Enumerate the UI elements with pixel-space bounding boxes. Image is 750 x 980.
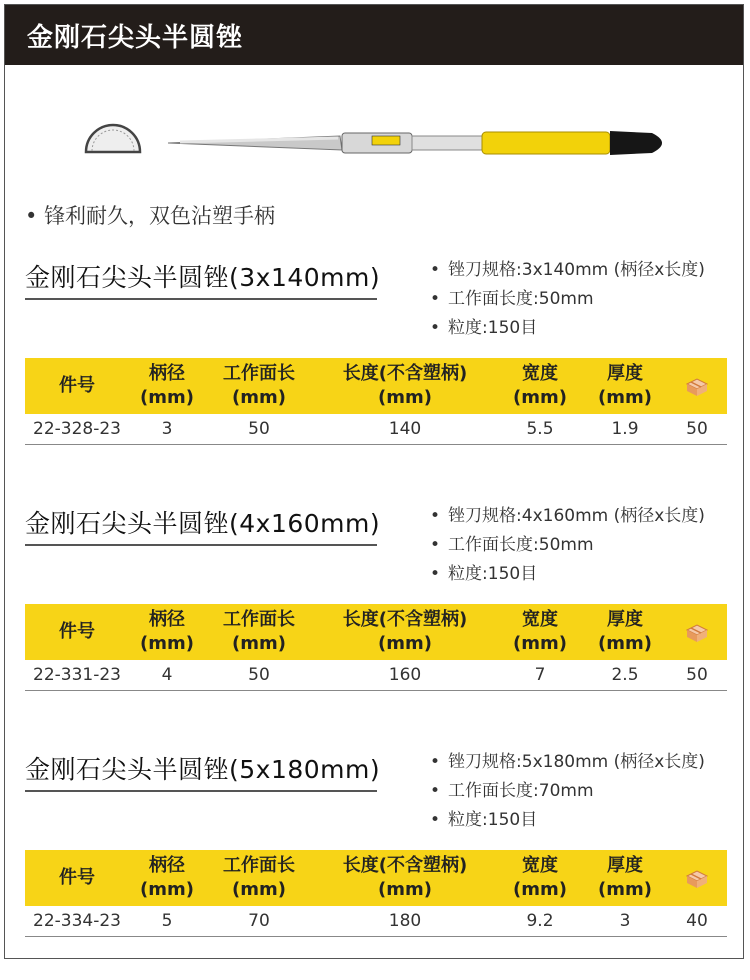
cell-part-no: 22-328-23	[25, 414, 129, 445]
col-header-part-no: 件号	[25, 850, 129, 906]
cell-part-no: 22-331-23	[25, 660, 129, 691]
cell-thickness: 2.5	[583, 660, 667, 691]
spec-item: • 工作面长度:70mm	[430, 777, 705, 806]
spec-list	[430, 502, 705, 589]
half-round-section-icon	[86, 125, 140, 152]
cell-shank: 3	[129, 414, 205, 445]
cell-width: 9.2	[497, 906, 583, 937]
cell-box: 40	[667, 906, 727, 937]
product-section-1	[0, 258, 750, 488]
product-table	[25, 850, 727, 937]
col-header-box	[667, 358, 727, 414]
cell-width: 5.5	[497, 414, 583, 445]
col-header-shank: 柄径 (mm)	[129, 604, 205, 660]
col-header-thickness: 厚度 (mm)	[583, 850, 667, 906]
table-header-row	[25, 358, 727, 414]
product-table	[25, 358, 727, 445]
col-header-working-length: 工作面长 (mm)	[205, 604, 313, 660]
product-table	[25, 604, 727, 691]
col-header-working-length: 工作面长 (mm)	[205, 850, 313, 906]
cell-width: 7	[497, 660, 583, 691]
spec-item: • 工作面长度:50mm	[430, 531, 705, 560]
col-header-shank: 柄径 (mm)	[129, 358, 205, 414]
cell-length: 140	[313, 414, 497, 445]
cell-shank: 5	[129, 906, 205, 937]
spec-item: • 粒度:150目	[430, 806, 705, 835]
spec-list	[430, 256, 705, 343]
cell-working-length: 50	[205, 414, 313, 445]
spec-item: • 粒度:150目	[430, 314, 705, 343]
section-title: 金刚石尖头半圆锉(5x180mm)	[25, 750, 377, 792]
col-header-box	[667, 604, 727, 660]
spec-item: • 粒度:150目	[430, 560, 705, 589]
box-icon	[684, 375, 710, 397]
col-header-width: 宽度 (mm)	[497, 604, 583, 660]
col-header-box	[667, 850, 727, 906]
box-icon	[684, 621, 710, 643]
table-row	[25, 660, 727, 691]
table-header-row	[25, 850, 727, 906]
feature-item: • 锋利耐久，双色沾塑手柄	[25, 204, 276, 228]
cell-box: 50	[667, 660, 727, 691]
table-row	[25, 906, 727, 937]
cell-part-no: 22-334-23	[25, 906, 129, 937]
product-section-2	[0, 504, 750, 734]
col-header-part-no: 件号	[25, 604, 129, 660]
table-row	[25, 414, 727, 445]
col-header-width: 宽度 (mm)	[497, 850, 583, 906]
col-header-thickness: 厚度 (mm)	[583, 604, 667, 660]
spec-list	[430, 748, 705, 835]
section-title: 金刚石尖头半圆锉(4x160mm)	[25, 504, 377, 546]
spec-item: • 工作面长度:50mm	[430, 285, 705, 314]
spec-item: • 锉刀规格:3x140mm (柄径x长度)	[430, 256, 705, 285]
cell-thickness: 1.9	[583, 414, 667, 445]
col-header-length: 长度(不含塑柄) (mm)	[313, 850, 497, 906]
product-section-3	[0, 750, 750, 980]
col-header-length: 长度(不含塑柄) (mm)	[313, 358, 497, 414]
cell-length: 180	[313, 906, 497, 937]
cell-box: 50	[667, 414, 727, 445]
col-header-working-length: 工作面长 (mm)	[205, 358, 313, 414]
file-tool-icon	[168, 131, 662, 155]
spec-item: • 锉刀规格:5x180mm (柄径x长度)	[430, 748, 705, 777]
cell-thickness: 3	[583, 906, 667, 937]
col-header-length: 长度(不含塑柄) (mm)	[313, 604, 497, 660]
cell-working-length: 50	[205, 660, 313, 691]
col-header-width: 宽度 (mm)	[497, 358, 583, 414]
box-icon	[684, 867, 710, 889]
page-title: 金刚石尖头半圆锉	[27, 23, 244, 53]
cell-length: 160	[313, 660, 497, 691]
product-image	[80, 118, 680, 168]
cell-shank: 4	[129, 660, 205, 691]
cell-working-length: 70	[205, 906, 313, 937]
section-title: 金刚石尖头半圆锉(3x140mm)	[25, 258, 377, 300]
col-header-thickness: 厚度 (mm)	[583, 358, 667, 414]
col-header-part-no: 件号	[25, 358, 129, 414]
col-header-shank: 柄径 (mm)	[129, 850, 205, 906]
spec-item: • 锉刀规格:4x160mm (柄径x长度)	[430, 502, 705, 531]
title-bar	[5, 5, 743, 65]
table-header-row	[25, 604, 727, 660]
